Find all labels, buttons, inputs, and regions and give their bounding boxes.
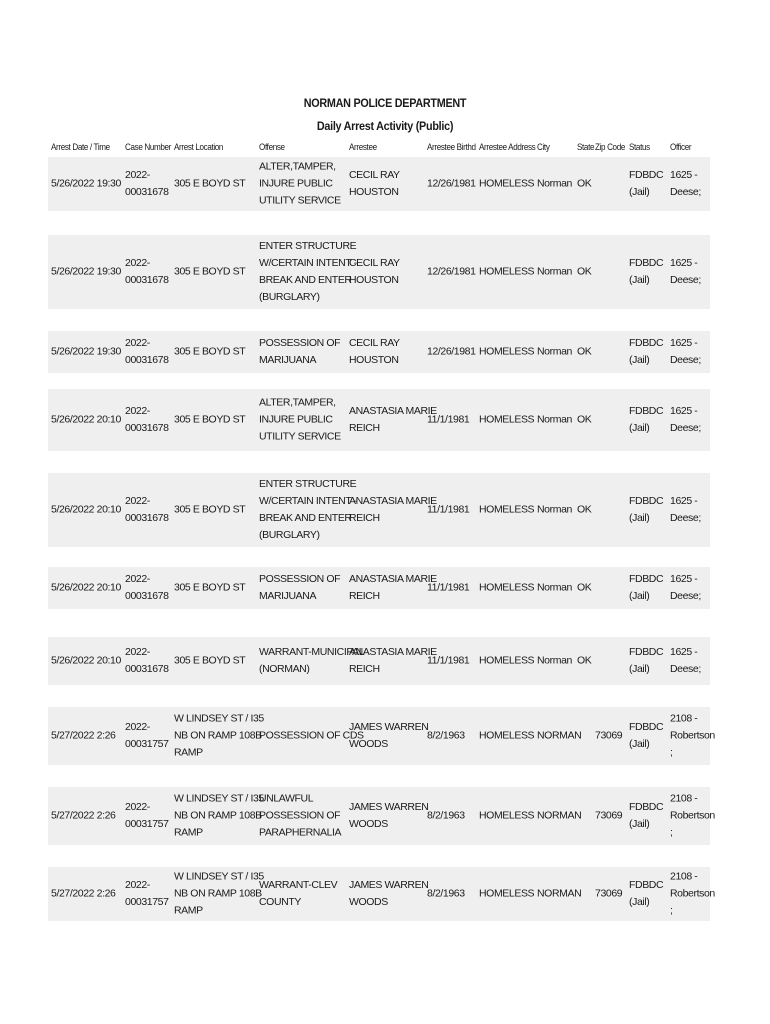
cell-birth: 11/1/1981 bbox=[427, 654, 470, 667]
cell-status: FDBDC (Jail) bbox=[629, 801, 664, 830]
cell-offense: POSSESSION OF MARIJUANA bbox=[259, 573, 341, 602]
column-header: Arrestee bbox=[349, 142, 377, 152]
cell-officer: 1625 - Deese; bbox=[670, 337, 701, 366]
cell-date: 5/26/2022 19:30 bbox=[51, 345, 121, 358]
cell-status: FDBDC (Jail) bbox=[629, 879, 664, 908]
cell-offense: WARRANT-MUNICIPAL (NORMAN) bbox=[259, 646, 365, 675]
cell-city: Norman bbox=[537, 503, 572, 516]
column-header: Arrestee Birthd bbox=[427, 142, 476, 152]
cell-status: FDBDC (Jail) bbox=[629, 169, 664, 198]
cell-date: 5/26/2022 20:10 bbox=[51, 413, 121, 426]
cell-birth: 8/2/1963 bbox=[427, 809, 465, 822]
cell-city: NORMAN bbox=[537, 887, 582, 900]
cell-case: 2022- 00031757 bbox=[125, 721, 169, 750]
cell-officer: 2108 - Robertson ; bbox=[670, 712, 715, 759]
cell-address: HOMELESS bbox=[479, 654, 535, 667]
cell-birth: 12/26/1981 bbox=[427, 345, 476, 358]
cell-location: 305 E BOYD ST bbox=[174, 654, 246, 667]
cell-arrestee: ANASTASIA MARIE REICH bbox=[349, 646, 437, 675]
cell-arrestee: ANASTASIA MARIE REICH bbox=[349, 405, 437, 434]
column-header: Arrest Location bbox=[174, 142, 224, 152]
cell-offense: ENTER STRUCTURE W/CERTAIN INTENT - BREAK AND ENTER (BURGLARY) bbox=[259, 478, 357, 541]
cell-officer: 2108 - Robertson ; bbox=[670, 870, 715, 917]
cell-case: 2022- 00031757 bbox=[125, 879, 169, 908]
cell-city: Norman bbox=[537, 654, 572, 667]
cell-status: FDBDC (Jail) bbox=[629, 495, 664, 524]
table-row bbox=[48, 157, 710, 211]
cell-status: FDBDC (Jail) bbox=[629, 646, 664, 675]
cell-location: 305 E BOYD ST bbox=[174, 177, 246, 190]
cell-address: HOMELESS bbox=[479, 177, 535, 190]
cell-birth: 11/1/1981 bbox=[427, 413, 470, 426]
cell-state: OK bbox=[577, 654, 592, 667]
column-header: Arrestee Address bbox=[479, 142, 536, 152]
cell-location: 305 E BOYD ST bbox=[174, 265, 246, 278]
cell-arrestee: JAMES WARREN WOODS bbox=[349, 801, 429, 830]
cell-city: NORMAN bbox=[537, 809, 582, 822]
cell-address: HOMELESS bbox=[479, 265, 535, 278]
cell-officer: 1625 - Deese; bbox=[670, 646, 701, 675]
cell-state: OK bbox=[577, 413, 592, 426]
cell-location: W LINDSEY ST / I35 NB ON RAMP 108B RAMP bbox=[174, 870, 264, 917]
cell-offense: WARRANT-CLEV COUNTY bbox=[259, 879, 338, 908]
cell-zip: 73069 bbox=[595, 887, 623, 900]
cell-zip: 73069 bbox=[595, 809, 623, 822]
cell-officer: 1625 - Deese; bbox=[670, 257, 701, 286]
cell-offense: POSSESSION OF MARIJUANA bbox=[259, 337, 341, 366]
cell-address: HOMELESS bbox=[479, 809, 535, 822]
cell-state: OK bbox=[577, 503, 592, 516]
column-header: City bbox=[537, 142, 550, 152]
cell-location: 305 E BOYD ST bbox=[174, 503, 246, 516]
cell-city: Norman bbox=[537, 581, 572, 594]
table-row bbox=[48, 637, 710, 685]
cell-case: 2022- 00031678 bbox=[125, 257, 169, 286]
cell-offense: ALTER,TAMPER, INJURE PUBLIC UTILITY SERVICE bbox=[259, 396, 341, 443]
cell-date: 5/26/2022 20:10 bbox=[51, 654, 121, 667]
cell-address: HOMELESS bbox=[479, 729, 535, 742]
cell-status: FDBDC (Jail) bbox=[629, 573, 664, 602]
cell-case: 2022- 00031678 bbox=[125, 646, 169, 675]
table-row bbox=[48, 567, 710, 609]
column-header: Arrest Date / Time bbox=[51, 142, 110, 152]
cell-arrestee: CECIL RAY HOUSTON bbox=[349, 257, 400, 286]
cell-arrestee: ANASTASIA MARIE REICH bbox=[349, 573, 437, 602]
table-row bbox=[48, 707, 715, 765]
column-header: State bbox=[577, 142, 595, 152]
cell-state: OK bbox=[577, 345, 592, 358]
cell-state: OK bbox=[577, 581, 592, 594]
cell-case: 2022- 00031678 bbox=[125, 495, 169, 524]
agency-title: NORMAN POLICE DEPARTMENT bbox=[303, 96, 467, 110]
cell-zip: 73069 bbox=[595, 729, 623, 742]
cell-case: 2022- 00031678 bbox=[125, 169, 169, 198]
cell-birth: 11/1/1981 bbox=[427, 503, 470, 516]
cell-city: Norman bbox=[537, 345, 572, 358]
cell-officer: 2108 - Robertson ; bbox=[670, 792, 715, 839]
cell-case: 2022- 00031678 bbox=[125, 573, 169, 602]
cell-arrestee: CECIL RAY HOUSTON bbox=[349, 169, 400, 198]
cell-offense: ENTER STRUCTURE W/CERTAIN INTENT - BREAK AND ENTER (BURGLARY) bbox=[259, 240, 357, 303]
cell-date: 5/26/2022 19:30 bbox=[51, 265, 121, 278]
cell-address: HOMELESS bbox=[479, 581, 535, 594]
column-header: Case Number bbox=[125, 142, 172, 152]
cell-location: 305 E BOYD ST bbox=[174, 413, 246, 426]
cell-offense: UNLAWFUL POSSESSION OF PARAPHERNALIA bbox=[259, 792, 342, 839]
cell-arrestee: ANASTASIA MARIE REICH bbox=[349, 495, 437, 524]
cell-location: W LINDSEY ST / I35 NB ON RAMP 108B RAMP bbox=[174, 712, 264, 759]
cell-date: 5/27/2022 2:26 bbox=[51, 809, 116, 822]
column-header: Offense bbox=[259, 142, 285, 152]
cell-case: 2022- 00031678 bbox=[125, 337, 169, 366]
table-row bbox=[48, 235, 710, 309]
table-row bbox=[48, 473, 710, 547]
cell-officer: 1625 - Deese; bbox=[670, 405, 701, 434]
cell-birth: 11/1/1981 bbox=[427, 581, 470, 594]
cell-address: HOMELESS bbox=[479, 887, 535, 900]
cell-city: Norman bbox=[537, 265, 572, 278]
cell-date: 5/26/2022 20:10 bbox=[51, 503, 121, 516]
cell-status: FDBDC (Jail) bbox=[629, 257, 664, 286]
cell-birth: 12/26/1981 bbox=[427, 177, 476, 190]
column-header: Officer bbox=[670, 142, 692, 152]
cell-offense: ALTER,TAMPER, INJURE PUBLIC UTILITY SERVICE bbox=[259, 160, 341, 207]
cell-location: 305 E BOYD ST bbox=[174, 581, 246, 594]
cell-officer: 1625 - Deese; bbox=[670, 495, 701, 524]
cell-officer: 1625 - Deese; bbox=[670, 169, 701, 198]
table-row bbox=[48, 389, 710, 451]
cell-date: 5/27/2022 2:26 bbox=[51, 729, 116, 742]
column-header: Status bbox=[629, 142, 650, 152]
cell-arrestee: CECIL RAY HOUSTON bbox=[349, 337, 400, 366]
cell-status: FDBDC (Jail) bbox=[629, 337, 664, 366]
cell-city: NORMAN bbox=[537, 729, 582, 742]
cell-address: HOMELESS bbox=[479, 413, 535, 426]
cell-offense: POSSESSION OF CDS bbox=[259, 729, 364, 742]
table-row bbox=[48, 331, 710, 373]
cell-case: 2022- 00031757 bbox=[125, 801, 169, 830]
cell-location: 305 E BOYD ST bbox=[174, 345, 246, 358]
cell-state: OK bbox=[577, 265, 592, 278]
cell-address: HOMELESS bbox=[479, 503, 535, 516]
cell-arrestee: JAMES WARREN WOODS bbox=[349, 721, 429, 750]
table-row bbox=[48, 787, 715, 845]
column-header: Zip Code bbox=[595, 142, 625, 152]
cell-status: FDBDC (Jail) bbox=[629, 405, 664, 434]
report-title: Daily Arrest Activity (Public) bbox=[316, 119, 454, 133]
cell-arrestee: JAMES WARREN WOODS bbox=[349, 879, 429, 908]
cell-officer: 1625 - Deese; bbox=[670, 573, 701, 602]
cell-status: FDBDC (Jail) bbox=[629, 721, 664, 750]
cell-birth: 8/2/1963 bbox=[427, 887, 465, 900]
cell-date: 5/27/2022 2:26 bbox=[51, 887, 116, 900]
cell-city: Norman bbox=[537, 413, 572, 426]
cell-date: 5/26/2022 19:30 bbox=[51, 177, 121, 190]
cell-state: OK bbox=[577, 177, 592, 190]
cell-birth: 12/26/1981 bbox=[427, 265, 476, 278]
cell-address: HOMELESS bbox=[479, 345, 535, 358]
cell-city: Norman bbox=[537, 177, 572, 190]
cell-date: 5/26/2022 20:10 bbox=[51, 581, 121, 594]
cell-birth: 8/2/1963 bbox=[427, 729, 465, 742]
cell-case: 2022- 00031678 bbox=[125, 405, 169, 434]
cell-location: W LINDSEY ST / I35 NB ON RAMP 108B RAMP bbox=[174, 792, 264, 839]
table-row bbox=[48, 867, 715, 921]
